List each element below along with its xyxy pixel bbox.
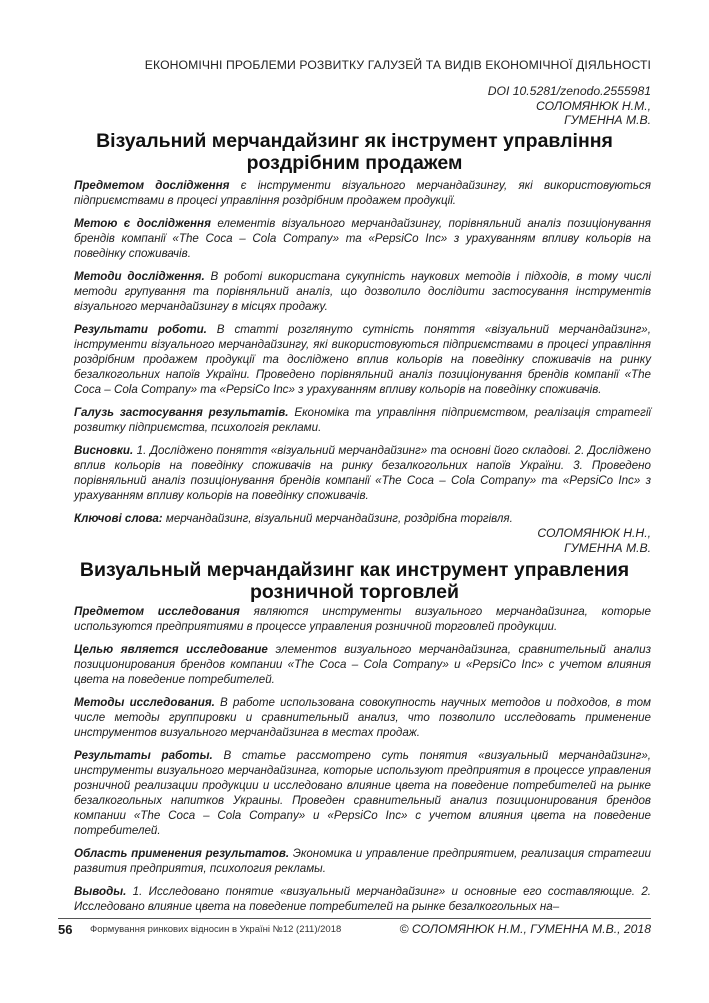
title-ru-line-1: Визуальный мерчандайзинг как инструмент управления: [79, 559, 630, 581]
doi: DOI 10.5281/zenodo.2555981: [487, 84, 651, 98]
title-ua-line-2: роздрібним продажем: [246, 152, 463, 174]
abstract-ru-goal: Целью является исследование элементов визуального мерчандайзинга, сравнительный анализ позиционирования брендов компании «The Coca – Cola Company» и «PepsiCo Inc» с учетом влияния цвета на поведение потребителей.: [74, 643, 651, 686]
page-footer: [58, 918, 651, 938]
abstract-ru-methods: Методы исследования. В работе использована совокупность научных методов и подходов, в том числе методы группировки и сравнительный анализ, что позволило исследовать применение инструментов визуального мерчандайзинга в местах продаж.: [74, 696, 651, 739]
journal-name: Формування ринкових відносин в Україні №12 (211)/2018: [90, 924, 342, 935]
author-ru-1: СОЛОМЯНЮК Н.Н.,: [537, 526, 651, 540]
article-title-ru: [58, 559, 651, 603]
abstract-results: Результати роботи. В статті розглянуто сутність поняття «візуальний мерчандайзинг», інструменти візуального мерчандайзингу, які використовуються підприємствами в процесі управління роздрібним продажем продукції та досліджено вплив кольорів на поведінку споживачів на ринку безалкогольних напоїв України. Проведено порівняльний аналіз позиціонування брендів компанії «The Coca – Cola Company» та «PepsiCo Inc» з урахуванням впливу кольорів на поведінку споживачів.: [74, 323, 651, 396]
abstract-ru-results: Результаты работы. В статье рассмотрено суть понятия «визуальный мерчандайзинг», инструменты визуального мерчандайзинга, которые используют предприятия в процессе управления розничной реализации продукции и исследовано влияние цвета на поведение потребителей на рынке безалкогольных напитков Украины. Проведен сравнительный анализ позиционирования брендов компании «The Coca – Cola Company» и «PepsiCo Inc» с учетом влияния цвета на поведение потребителей.: [74, 749, 651, 837]
abstract-ru: [74, 604, 651, 914]
abstract-ru-field: Область применения результатов. Экономика и управление предприятием, реализация стратегии развития предприятия, психология рекламы.: [74, 847, 651, 875]
page-number: 56: [58, 922, 73, 937]
author-2: ГУМЕННА М.В.: [564, 113, 651, 127]
abstract-subject: Предметом дослідження є інструменти візуального мерчандайзингу, які використовуються підприємствами в процесі управління роздрібним продажем продукції.: [74, 179, 651, 207]
author-ru-2: ГУМЕННА М.В.: [564, 540, 651, 555]
title-ua-line-1: Візуальний мерчандайзинг як інструмент управління: [96, 130, 613, 152]
author-1: СОЛОМЯНЮК Н.М.,: [536, 98, 651, 113]
article-title-ua: [58, 130, 651, 174]
article-meta: [488, 84, 651, 128]
abstract-keywords: Ключові слова: мерчандайзинг, візуальний мерчандайзинг, роздрібна торгівля.: [74, 512, 513, 525]
abstract-goal: Метою є дослідження елементів візуального мерчандайзингу, порівняльний аналіз позиціонування брендів компанії «The Coca – Cola Company» та «PepsiCo Inc» з урахуванням впливу кольорів на поведінку споживачів.: [74, 217, 651, 260]
title-ru-line-2: розничной торговлей: [249, 581, 460, 603]
abstract-ua: [74, 178, 651, 528]
copyright: © СОЛОМЯНЮК Н.М., ГУМЕННА М.В., 2018: [399, 922, 651, 936]
abstract-conclusions: Висновки. 1. Досліджено поняття «візуальний мерчандайзинг» та основні його складові. 2. Досліджено вплив кольорів на поведінку споживачів на ринку безалкогольних напоїв України. 3. Проведено порівняльний аналіз позиціонування брендів компанії «The Coca – Cola Company» та «PepsiCo Inc» з урахуванням впливу кольорів на поведінку споживачів.: [74, 444, 651, 502]
running-header: ЕКОНОМІЧНІ ПРОБЛЕМИ РОЗВИТКУ ГАЛУЗЕЙ ТА ВИДІВ ЕКОНОМІЧНОЇ ДІЯЛЬНОСТІ: [144, 58, 651, 72]
abstract-ru-conclusions: Выводы. 1. Исследовано понятие «визуальный мерчандайзинг» и основные его составляющие. 2. Исследовано влияние цвета на поведение потребителей на рынке безалкогольных на–: [74, 885, 651, 913]
abstract-methods: Методи дослідження. В роботі використана сукупність наукових методів і підходів, в тому числі методи групування та порівняльний аналіз, що дозволило дослідити застосування інструментів візуального мерчандайзингу в місцях продажу.: [74, 270, 651, 313]
abstract-field: Галузь застосування результатів. Економіка та управління підприємством, реалізація стратегії розвитку підприємства, психологія реклами.: [74, 406, 651, 434]
abstract-ru-subject: Предметом исследования являются инструменты визуального мерчандайзинга, которые используются предприятиями в процессе управления розничной торговлей продукции.: [74, 605, 651, 633]
authors-ru: [537, 526, 651, 555]
